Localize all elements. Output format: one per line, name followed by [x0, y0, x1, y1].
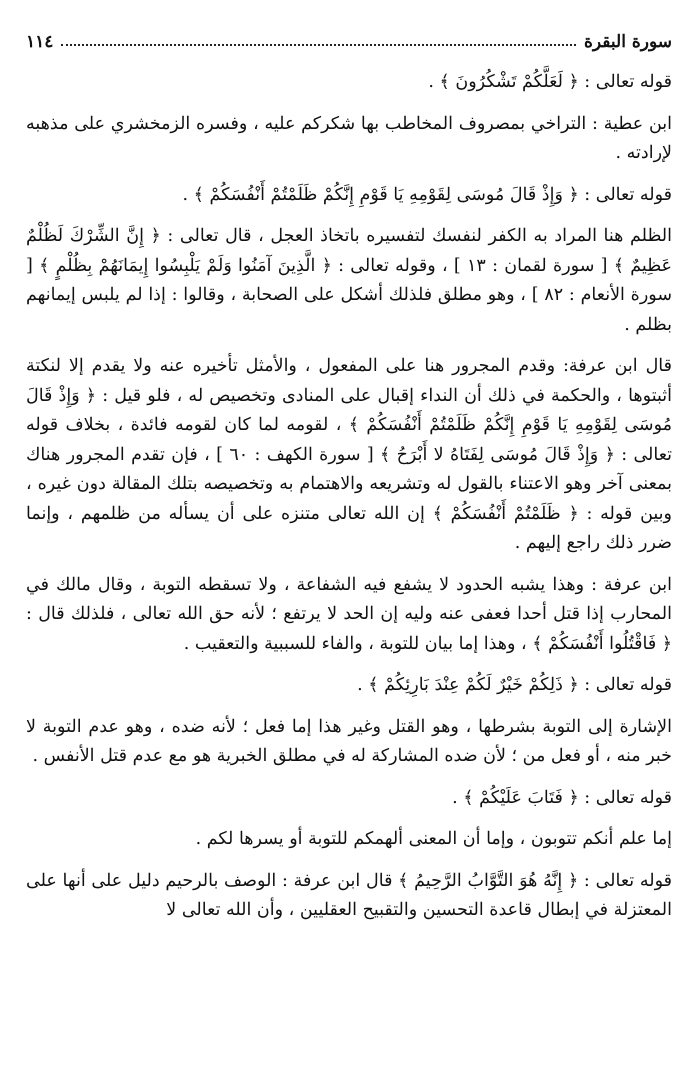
page-body	[26, 68, 672, 926]
verse-heading: قوله تعالى : ﴿ ذَلِكُمْ خَيْرٌ لَكُمْ عِنْدَ بَارِئِكُمْ ﴾ .	[357, 675, 672, 695]
commentary-paragraph: قال ابن عرفة: وقدم المجرور هنا على المفعول ، والأمثل تأخيره عنه ولا يقدم إلا لنكتة أثبتوها ، والحكمة في ذلك أن النداء إقبال على المنادى وتخصيص له ، فلو قيل : ﴿ وَإِذْ قَالَ مُوسَى لِقَوْمِهِ يَا قَوْمِ إِنَّكُمْ ظَلَمْتُمْ أَنْفُسَكُمْ ﴾ ، لقومه لما كان لقومه فائدة ، بخلاف قوله تعالى : ﴿ وَإِذْ قَالَ مُوسَى لِفَتَاهُ لا أَبْرَحُ ﴾ [ سورة الكهف : ٦٠ ] ، فإن تقدم المجرور هناك بمعنى آخر وهو الاعتناء بالقول له وتشريعه والاهتمام به وتخصيصه بتلك المقالة دون غيره ، وبين قوله : ﴿ ظَلَمْتُمْ أَنْفُسَكُمْ ﴾ إن الله تعالى متنزه على أن يسأله من ظلمهم ، وإنما ضرر ذلك راجع إليهم .	[26, 356, 673, 553]
verse-heading: قوله تعالى : ﴿ لَعَلَّكُمْ تَشْكُرُونَ ﴾ .	[428, 72, 672, 92]
verse-heading: قوله تعالى : ﴿ فَتَابَ عَلَيْكُمْ ﴾ .	[452, 787, 672, 808]
page-header	[26, 30, 672, 54]
commentary-paragraph: إما علم أنكم تتوبون ، وإما أن المعنى ألهمكم للتوبة أو يسرها لكم .	[195, 829, 672, 849]
commentary-paragraph: ابن عطية : التراخي بمصروف المخاطب بها شكركم عليه ، وفسره الزمخشري على مذهبه لإرادته .	[26, 113, 672, 163]
commentary-paragraph: الإشارة إلى التوبة بشرطها ، وهو القتل وغير هذا إما فعل ؛ لأنه ضده ، وهو عدم التوبة لا خبر منه ، أو فعل من ؛ لأن ضده المشاركة له في مطلق الخبرية هو مع عدم قتل الأنفس .	[26, 716, 672, 766]
header-dotted-rule	[61, 44, 576, 46]
surah-title: سورة البقرة	[584, 32, 672, 52]
verse-heading: قوله تعالى : ﴿ وَإِذْ قَالَ مُوسَى لِقَوْمِهِ يَا قَوْمِ إِنَّكُمْ ظَلَمْتُمْ أَنْفُسَكُمْ ﴾ .	[182, 184, 672, 205]
commentary-paragraph: ابن عرفة : وهذا يشبه الحدود لا يشفع فيه الشفاعة ، ولا تسقطه التوبة ، وقال مالك في المحارب إذا قتل أحدا فعفى عنه وليه إن الحد لا يرتفع ؛ لأنه حق الله تعالى ، فلذلك قال : ﴿ فَاقْتُلُوا أَنْفُسَكُمْ ﴾ ، وهذا إما بيان للتوبة ، والفاء للسببية والتعقيب .	[26, 574, 672, 654]
commentary-paragraph: الظلم هنا المراد به الكفر لنفسك لتفسيره باتخاذ العجل ، قال تعالى : ﴿ إِنَّ الشِّرْكَ لَظُلْمٌ عَظِيمٌ ﴾ [ سورة لقمان : ١٣ ] ، وقوله تعالى : ﴿ الَّذِينَ آمَنُوا وَلَمْ يَلْبِسُوا إِيمَانَهُمْ بِظُلْمٍ ﴾ [ سورة الأنعام : ٨٢ ] ، وهو مطلق فلذلك أشكل على الصحابة ، وقالوا : إذا لم يلبس إيمانهم بظلم .	[26, 226, 673, 335]
commentary-paragraph: قوله تعالى : ﴿ إِنَّهُ هُوَ التَّوَّابُ الرَّحِيمُ ﴾ قال ابن عرفة : الوصف بالرحيم دليل على أنها على المعتزلة في إبطال قاعدة التحسين والتقبيح العقليين ، وأن الله تعالى لا	[26, 870, 672, 920]
page-number: ١١٤	[26, 32, 54, 52]
